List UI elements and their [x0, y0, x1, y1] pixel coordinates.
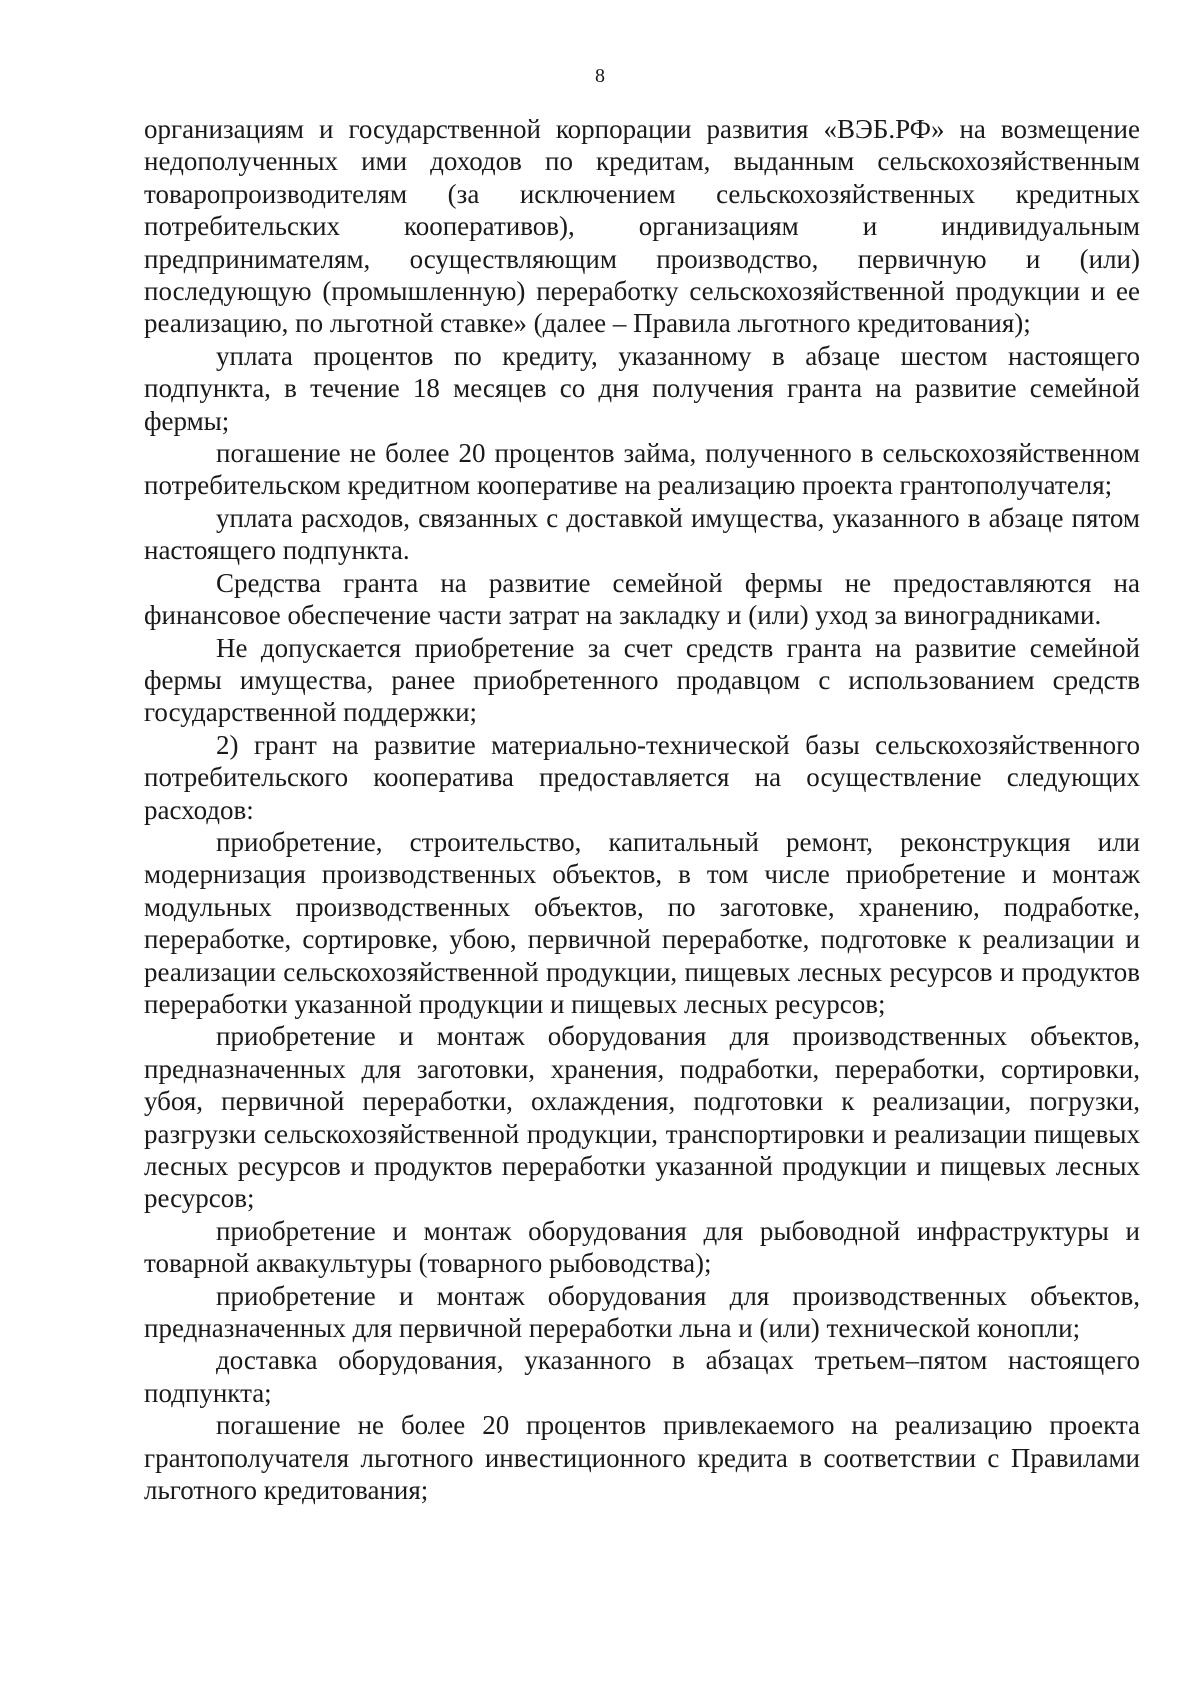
paragraph: приобретение и монтаж оборудования для рыбоводной инфраструктуры и товарной аквакультуры (товарного рыбоводства);	[144, 1215, 1140, 1279]
paragraph: приобретение, строительство, капитальный ремонт, реконструкция или модернизация производственных объектов, в том числе приобретение и монтаж модульных производственных объектов, по заготовке, хранению, подработке, переработке, сортировке, убою, первичной переработке, подготовке к реализации и реализации сельскохозяйственной продукции, пищевых лесных ресурсов и продуктов переработки указанной продукции и пищевых лесных ресурсов;	[144, 826, 1140, 1019]
paragraph: уплата процентов по кредиту, указанному в абзаце шестом настоящего подпункта, в течение 18 месяцев со дня получения гранта на развитие семейной фермы;	[144, 340, 1140, 436]
paragraph: Средства гранта на развитие семейной фермы не предоставляются на финансовое обеспечение части затрат на закладку и (или) уход за виноградниками.	[144, 567, 1140, 631]
paragraph: уплата расходов, связанных с доставкой имущества, указанного в абзаце пятом настоящего подпункта.	[144, 502, 1140, 566]
paragraph: 2) грант на развитие материально-технической базы сельскохозяйственного потребительского кооператива предоставляется на осуществление следующих расходов:	[144, 729, 1140, 825]
paragraph: приобретение и монтаж оборудования для производственных объектов, предназначенных для заготовки, хранения, подработки, переработки, сортировки, убоя, первичной переработки, охлаждения, подготовки к реализации, погрузки, разгрузки сельскохозяйственной продукции, транспортировки и реализации пищевых лесных ресурсов и продуктов переработки указанной продукции и пищевых лесных ресурсов;	[144, 1021, 1140, 1214]
document-body	[144, 113, 1140, 1506]
paragraph: погашение не более 20 процентов займа, полученного в сельскохозяйственном потребительском кредитном кооперативе на реализацию проекта грантополучателя;	[144, 438, 1140, 501]
page-number: 8	[595, 65, 605, 87]
paragraph: Не допускается приобретение за счет средств гранта на развитие семейной фермы имущества, ранее приобретенного продавцом с использованием средств государственной поддержки;	[144, 632, 1140, 728]
paragraph: доставка оборудования, указанного в абзацах третьем–пятом настоящего подпункта;	[144, 1345, 1140, 1408]
paragraph: погашение не более 20 процентов привлекаемого на реализацию проекта грантополучателя льготного инвестиционного кредита в соответствии с Правилами льготного кредитования;	[144, 1410, 1140, 1506]
paragraph: приобретение и монтаж оборудования для производственных объектов, предназначенных для первичной переработки льна и (или) технической конопли;	[144, 1280, 1140, 1344]
paragraph: организациям и государственной корпорации развития «ВЭБ.РФ» на возмещение недополученных ими доходов по кредитам, выданным сельскохозяйственным товаропроизводителям (за исключением сельскохозяйственных кредитных потребительских кооперативов), организациям и индивидуальным предпринимателям, осуществляющим производство, первичную и (или) последующую (промышленную) переработку сельскохозяйственной продукции и ее реализацию, по льготной ставке» (далее – Правила льготного кредитования);	[144, 114, 1140, 339]
